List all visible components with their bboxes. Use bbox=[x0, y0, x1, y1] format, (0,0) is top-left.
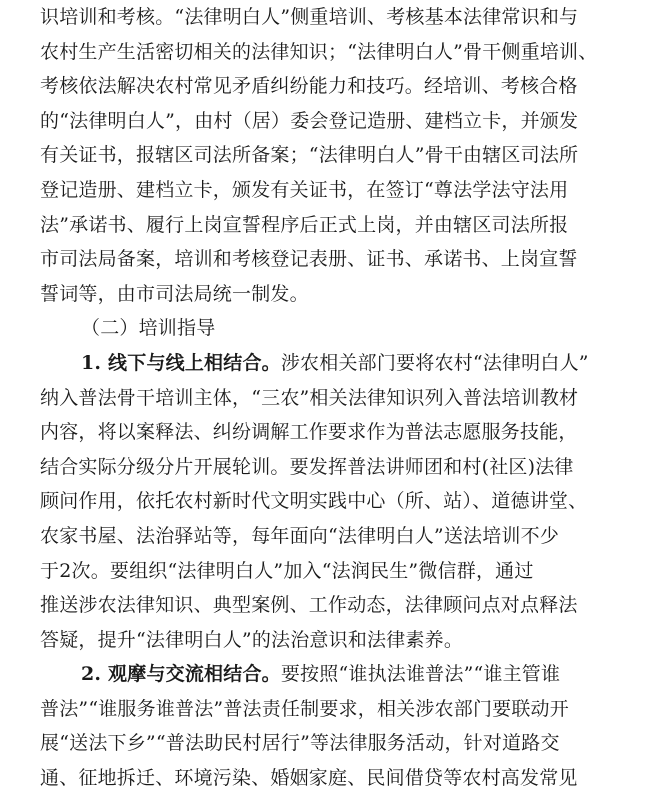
body-line-2: 农村生产生活密切相关的法律知识；“法律明白人”骨干侧重培训、 bbox=[40, 40, 598, 63]
body-line-5: 有关证书，报辖区司法所备案；“法律明白人”骨干由辖区司法所 bbox=[40, 144, 579, 167]
item2-line-4: 通、征地拆迁、环境污染、婚姻家庭、民间借贷等农村高发常见 bbox=[40, 767, 578, 790]
section-heading: （二）培训指导 bbox=[81, 317, 216, 340]
item1-line-4: 结合实际分级分片开展轮训。要发挥普法讲师团和村(社区)法律 bbox=[40, 455, 574, 478]
item2-first-rest: 要按照“谁执法谁普法”“谁主管谁 bbox=[280, 663, 561, 686]
item1-line-5: 顾问作用，依托农村新时代文明实践中心（所、站）、道德讲堂、 bbox=[40, 490, 588, 513]
body-line-1: 识培训和考核。“法律明白人”侧重培训、考核基本法律常识和与 bbox=[40, 6, 579, 28]
document-page bbox=[40, 0, 612, 796]
item1-line-3: 内容，将以案释法、纠纷调解工作要求作为普法志愿服务技能， bbox=[40, 421, 578, 444]
body-line-7: 法”承诺书、履行上岗宣誓程序后正式上岗，并由辖区司法所报 bbox=[40, 213, 569, 236]
item2-line-2: 普法”“谁服务谁普法”普法责任制要求，相关涉农部门要联动开 bbox=[40, 697, 569, 720]
body-line-6: 登记造册、建档立卡，颁发有关证书，在签订“尊法学法守法用 bbox=[40, 178, 569, 201]
item1-lead: 1. 线下与线上相结合。 bbox=[81, 351, 281, 374]
item1-first-line bbox=[40, 346, 612, 381]
item1-line-8: 推送涉农法律知识、典型案例、工作动态，法律顾问点对点释法 bbox=[40, 594, 578, 617]
item1-line-7: 于2次。要组织“法律明白人”加入“法润民生”微信群，通过 bbox=[40, 559, 534, 582]
body-line-9: 誓词等，由市司法局统一制发。 bbox=[40, 282, 309, 305]
item2-line-3: 展“送法下乡”“普法助民村居行”等法律服务活动，针对道路交 bbox=[40, 732, 560, 755]
item1-line-9: 答疑，提升“法律明白人”的法治意识和法律素养。 bbox=[40, 628, 464, 651]
body-line-4: 的“法律明白人”，由村（居）委会登记造册、建档立卡，并颁发 bbox=[40, 109, 579, 132]
item1-line-2: 纳入普法骨干培训主体，“三农”相关法律知识列入普法培训教材 bbox=[40, 386, 579, 409]
item1-first-rest: 涉农相关部门要将农村“法律明白人” bbox=[280, 351, 589, 374]
body-line-3: 考核依法解决农村常见矛盾纠纷能力和技巧。经培训、考核合格 bbox=[40, 75, 578, 98]
body-line-8: 市司法局备案，培训和考核登记表册、证书、承诺书、上岗宣誓 bbox=[40, 248, 578, 271]
item2-lead: 2. 观摩与交流相结合。 bbox=[81, 663, 281, 686]
item2-first-line bbox=[40, 657, 612, 692]
item1-line-6: 农家书屋、法治驿站等，每年面向“法律明白人”送法培训不少 bbox=[40, 524, 560, 547]
